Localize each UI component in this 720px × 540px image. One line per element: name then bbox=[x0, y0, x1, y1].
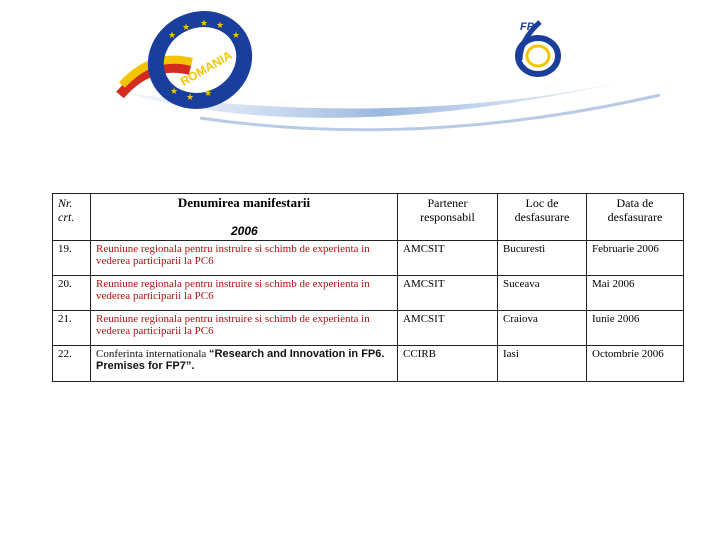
row-date: Februarie 2006 bbox=[587, 241, 684, 276]
row-title-text: Reuniune regionala pentru instruire si schimb de experienta in vederea participarii la PC6 bbox=[96, 313, 370, 337]
row-title-prefix: Conferinta internationala bbox=[96, 348, 210, 360]
row-nr: 19. bbox=[53, 241, 91, 276]
row-date: Iunie 2006 bbox=[587, 311, 684, 346]
header-denumire-label: Denumirea manifestarii bbox=[177, 195, 311, 210]
svg-text:★: ★ bbox=[204, 88, 213, 98]
fp6-logo-text: FP bbox=[520, 21, 535, 33]
svg-text:★: ★ bbox=[232, 30, 241, 40]
logo-banner bbox=[0, 0, 720, 140]
header-nr: Nr. crt. bbox=[53, 194, 91, 241]
row-title-text: Reuniune regionala pentru instruire si schimb de experienta in vederea participarii la PC6 bbox=[96, 243, 370, 267]
row-title-text: Reuniune regionala pentru instruire si schimb de experienta in vederea participarii la PC6 bbox=[96, 278, 370, 302]
row-loc: Craiova bbox=[498, 311, 587, 346]
header-year: 2006 bbox=[231, 224, 258, 238]
row-title-english: “Research and Innovation in FP6. Premises for FP7”. bbox=[96, 348, 385, 372]
row-loc: Suceava bbox=[498, 276, 587, 311]
row-partner: AMCSIT bbox=[398, 311, 498, 346]
table-row bbox=[53, 241, 684, 276]
row-partner: AMCSIT bbox=[398, 276, 498, 311]
table-row bbox=[53, 311, 684, 346]
row-nr: 21. bbox=[53, 311, 91, 346]
svg-text:★: ★ bbox=[182, 22, 191, 32]
romania-logo-text: ROMANIA bbox=[177, 47, 235, 89]
table-header-row bbox=[53, 194, 684, 241]
fp6-logo bbox=[518, 21, 558, 74]
row-loc: Iasi bbox=[498, 346, 587, 382]
svg-text:★: ★ bbox=[216, 20, 225, 30]
svg-text:★: ★ bbox=[168, 30, 177, 40]
row-title bbox=[91, 346, 398, 382]
svg-text:★: ★ bbox=[200, 18, 209, 28]
row-title bbox=[91, 241, 398, 276]
row-nr: 20. bbox=[53, 276, 91, 311]
header-denumire bbox=[91, 194, 398, 241]
romania-logo bbox=[120, 5, 258, 116]
row-date: Octombrie 2006 bbox=[587, 346, 684, 382]
header-loc: Loc de desfasurare bbox=[498, 194, 587, 241]
row-title bbox=[91, 311, 398, 346]
row-partner: CCIRB bbox=[398, 346, 498, 382]
table-row bbox=[53, 276, 684, 311]
svg-text:★: ★ bbox=[186, 92, 195, 102]
table-row bbox=[53, 346, 684, 382]
header-data: Data de desfasurare bbox=[587, 194, 684, 241]
row-date: Mai 2006 bbox=[587, 276, 684, 311]
row-nr: 22. bbox=[53, 346, 91, 382]
events-table bbox=[52, 193, 684, 382]
row-loc: Bucuresti bbox=[498, 241, 587, 276]
svg-text:★: ★ bbox=[170, 86, 179, 96]
header-partener: Partener responsabil bbox=[398, 194, 498, 241]
row-title bbox=[91, 276, 398, 311]
row-partner: AMCSIT bbox=[398, 241, 498, 276]
